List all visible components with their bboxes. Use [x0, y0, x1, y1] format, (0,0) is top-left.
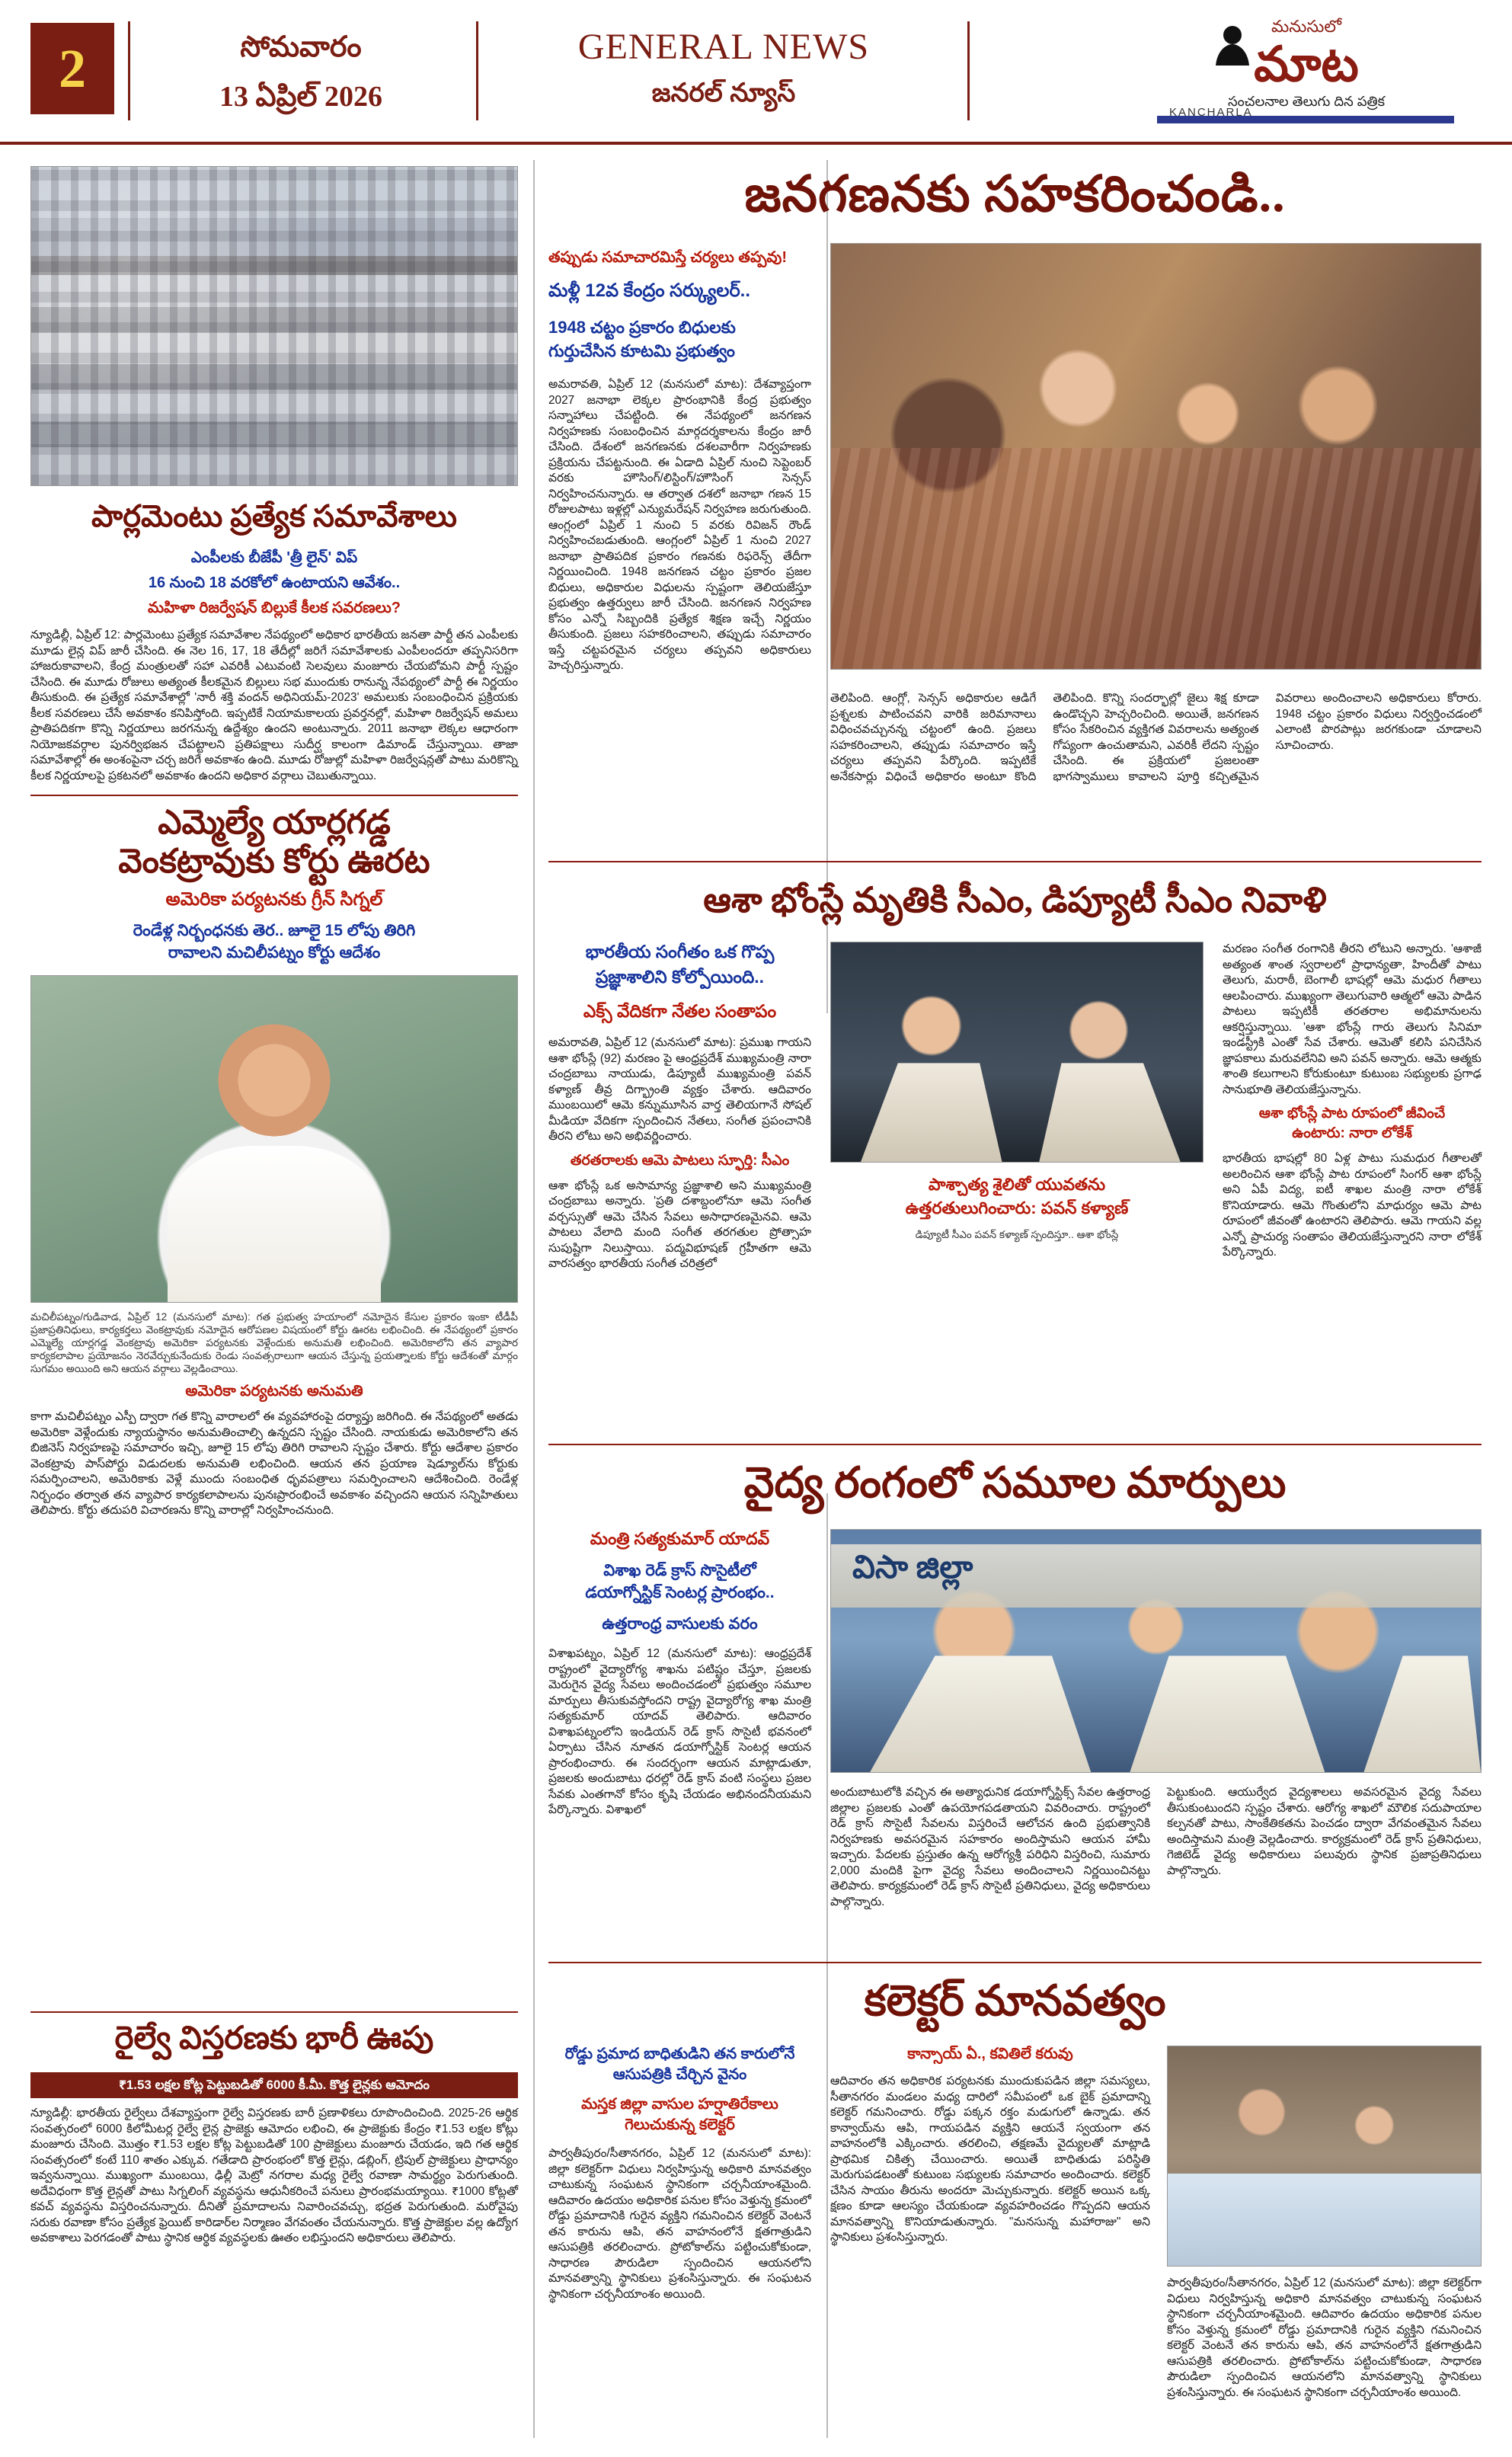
- census-kicker-3-line2: గుర్తుచేసిన కూటమి ప్రభుత్వం: [548, 341, 735, 360]
- logo-subtitle: సంచలనాల తెలుగు దిన పత్రిక: [1228, 94, 1385, 109]
- census-body-right: తెలిపింది. ఆంగ్లో, సెన్సస్ అధికారుల ఆడిగే ప్రశ్నలకు పాటించవని వారికి జరిమానాలు విధించవచ్చునన్న చట్టంలో ఉంది. ప్రజలు సహకరించాలని, తప్పుడు సమాచారం ఇస్తే చర్యలు తప్పవని పేర్కొంది. ఇప్పటికే అనేకసార్లు విధించే అధికారం అంటూ కొంది తెలిపింది. కొన్ని సందర్భాల్లో జైలు శిక్ష కూడా ఉండొచ్చని హెచ్చరించింది. అయితే, జనగణన కోసం సేకరించిన వ్యక్తిగత వివరాలను అత్యంత గోప్యంగా ఉంచుతామని, ఎవరికీ లేదని స్పష్టం చేసింది. ఈ ప్రక్రియలో ప్రజలంతా భాగస్వాములు కావాలని పూర్తి కచ్చితమైన వివరాలు అందించాలని అధికారులు కోరారు. 1948 చట్టం ప్రకారం విధులు నిర్వర్తించడంలో ఎలాంటి పొరపాట్లు జరగకుండా చూడాలని సూచించారు.: [830, 692, 1482, 783]
- divider-2: [30, 2011, 518, 2013]
- divider-5: [548, 1962, 1482, 1963]
- railway-headline: రైల్వే విస్తరణకు భారీ ఊపు: [114, 2021, 434, 2056]
- collector-caption-head: కాన్సాయ్ ఏ., కవితిలే కరువు: [907, 2046, 1073, 2062]
- day-of-week: సోమవారం: [240, 31, 362, 63]
- census-kicker-3-line1: 1948 చట్టం ప్రకారం బిధులకు: [548, 318, 736, 337]
- asha-body-mid: ఆశా భోంస్లే ఒక అసామాన్య ప్రజ్ఞాశాలి అని ముఖ్యమంత్రి చంద్రబాబు అన్నారు. 'ప్రతి దశాబ్దంలోనూ ఆమె సంగీత వర్చస్సుతో ఆమె చేసిన సేవలు అసాధారణమైనవి. ఆమె పాటలు వేలాది మంది సంగీత తరగతుల ప్రోత్సాహ సుపుష్టిగా నిలుస్తాయి. పద్మవిభూషణ్ గ్రహీతగా ఆమె వారసత్వం భారతీయ సంగీత చరిత్రలో: [548, 1179, 811, 1270]
- medical-body-right2-text: పెట్టుకుంది. ఆయుర్వేద వైద్యశాలలు అవసరమైన వైద్య సేవలు తీసుకుంటుందని స్పష్టం చేశారు. ఆరోగ్య శాఖలో మౌలిక సదుపాయాల కల్పనతో పాటు, సాంకేతికతను పెంచడం ద్వారా వేగవంతమైన సేవలు అందిస్తామని మంత్రి వెల్లడించారు. కార్యక్రమంలో రెడ్ క్రాస్ ప్రతినిధులు, గెజిటెడ్ వైద్య అధికారులు పలువురు స్థానిక ప్రజాప్రతినిధులు పాల్గొన్నారు.: [1167, 1786, 1482, 1877]
- asha-left: [548, 942, 811, 1272]
- collector-body-mid: ఆదివారం తన అధికారిక పర్యటనకు ముందుకుపడిన జిల్లా సమస్యలు, సీతానగరం మండలం మధ్య దారిలో సమీపంలో ఒక బైక్ ప్రమాదాన్ని కలెక్టర్ గమనించారు. రోడ్డు పక్కన రక్తం మడుగులో ఉన్నాడు. తన కాన్వాయ్‌ను ఆపి, గాయపడిన వ్యక్తిని ఆయనే స్వయంగా తన వాహనంలోకి ఎక్కించారు. తరలించి, తక్షణమే వైద్యులతో మాట్లాడి ప్రాథమిక చికిత్స చేయించారు. అయితే బాధితుడు పరిస్థితి మెరుగుపడటంతో కుటుంబ సభ్యులకు సమాచారం అందించారు. కలెక్టర్ చేసిన సాయం తీరును అందరూ మెచ్చుకున్నారు. కలెక్టర్ అయిన ఒక్క క్షణం కూడా ఆలస్యం చేయకుండా వ్యవహరించడం గొప్పదని ఆయన మానవత్వాన్ని కొనియాడుతున్నారు. "మనసున్న మహారాజు" అని స్థానికులు ప్రశంసిస్తున్నారు.: [830, 2075, 1150, 2244]
- medical-kicker-1-line1: విశాఖ రెడ్ క్రాస్ సొసైటీలో: [603, 1562, 756, 1579]
- collector-headline: కలెక్టర్ మానవత్వం: [864, 1978, 1166, 2025]
- asha-tail-head-line2: ఉంటారు: నారా లోకేశ్: [1292, 1125, 1412, 1141]
- newspaper-logo: [1139, 17, 1474, 123]
- asha-photo-caption: డిప్యూటీ సీఎం పవన్ కళ్యాణ్ స్పందిస్తూ.. ఆశా భోంస్లే: [915, 1229, 1119, 1240]
- medical-kicker-2: ఉత్తరాంధ్ర వాసులకు వరం: [602, 1615, 758, 1633]
- asha-body-tail: భారతీయ భాషల్లో 80 ఏళ్ల పాటు సుమధుర గీతాలతో అలరించిన ఆశా భోంస్లే పాట రూపంలో సింగర్ ఆశా భోంస్లే అని ఏపీ విద్య, ఐటీ శాఖల మంత్రి నారా లోకేశ్ కొనియాడారు. ఆమె గొంతులోని మాధుర్యం ఆమె పాట రూపంలో జీవంతో ఉంటారని తెలిపారు. ఆమె గాయని వల్ల ఎన్నో ప్రాచుర్య సంతాపం తెలియజేస్తున్నారని నారా లోకేశ్ పేర్కొన్నారు.: [1223, 1152, 1482, 1259]
- collector-middle: [830, 2046, 1150, 2246]
- collector-helping-accident-victim-photo: [1167, 2046, 1482, 2267]
- logo-badge: KANCHARLA: [1169, 106, 1253, 119]
- asha-body-left: అమరావతి, ఏప్రిల్ 12 (మనసులో మాట): ప్రముఖ గాయని ఆశా భోంస్లే (92) మరణం పై ఆంధ్రప్రదేశ్ ముఖ్యమంత్రి నారా చంద్రబాబు నాయుడు, డిప్యూటీ ముఖ్యమంత్రి పవన్ కళ్యాణ్ తీవ్ర దిగ్భ్రాంతి వ్యక్తం చేశారు. ఆదివారం ముంబయిలో ఆమె కన్నుమూసిన వార్త తెలియగానే సోషల్ మీడియా వేదికగా స్పందించిన నేతలు, సంగీత ప్రపంచానికి తీరని లోటు అని అభివర్ణించారు.: [548, 1036, 811, 1143]
- asha-body-right: మరణం సంగీత రంగానికి తీరని లోటుని అన్నారు. 'ఆశాజీ అత్యంత శాంత స్వరాలలో ప్రాధాన్యతా, హిందీతో పాటు తెలుగు, మరాఠీ, బెంగాలీ భాషల్లో ఆమె మధుర గీతాలు ఆలపించారు. ముఖ్యంగా తెలుగువారి ఆత్మలో ఆమె పాడిన పాటలు ఇప్పటికీ తరతరాల అభిమానులను ఆకర్షిస్తున్నాయి. 'ఆశా భోంస్లే గారు తెలుగు సినిమా ఇండస్ట్రీకి ఎంతో సేవ చేశారు. ఆమెతో కలిసి పనిచేసిన జ్ఞాపకాలు మరువలేనివి అని పవన్ అన్నారు. ఆమె ఆత్మకు శాంతి కలుగాలని కోరుకుంటూ కుటుంబ సభ్యులకు ప్రగాఢ సానుభూతి తెలియజేస్తున్నాను.: [1223, 942, 1482, 1096]
- column-rule-1: [533, 160, 535, 2438]
- census-kicker-2: మళ్లీ 12వ కేంద్రం సర్క్యులర్..: [548, 280, 751, 301]
- column-4: [548, 1459, 1482, 1908]
- medical-left: [548, 1529, 811, 1819]
- collector-kicker-2-line1: మస్తక జిల్లా వాసుల హర్షాతిరేకాలు: [581, 2096, 778, 2113]
- cm-deputy-cm-condolence-photo: [830, 942, 1204, 1163]
- parliament-sub-3: మహిళా రిజర్వేషన్ బిల్లుకే కీలక సవరణలు?: [147, 600, 401, 616]
- collector-kicker-1-line1: రోడ్డు ప్రమాద బాధితుడిని తన కారులోనే: [564, 2046, 795, 2062]
- mla-headline-line1: ఎమ్మెల్యే యార్లగడ్డ: [158, 804, 391, 841]
- collector-kicker-1-line2: ఆసుపత్రికి చేర్చిన వైనం: [612, 2066, 747, 2083]
- parliament-headline: పార్లమెంటు ప్రత్యేక సమావేశాలు: [91, 499, 457, 533]
- asha-headline: ఆశా భోంస్లే మృతికి సీఎం, డిప్యూటీ సీఎం నివాళి: [703, 881, 1327, 920]
- photo-overlay-text: విసా జిల్లా: [852, 1550, 973, 1585]
- asha-caption-red-line1: పాశ్చాత్య శైలితో యువతను: [928, 1175, 1106, 1194]
- section-title-en: GENERAL NEWS: [577, 27, 870, 67]
- masthead-divider-2: [476, 21, 478, 120]
- masthead-divider-3: [967, 21, 970, 120]
- section-title: [487, 26, 960, 114]
- column-3: [548, 880, 1482, 1270]
- parliament-sub-1: ఎంపీలకు బీజేపీ 'త్రీ లైన్' విప్: [190, 549, 358, 566]
- mla-sub-2-line2: రావాలని మచిలీపట్నం కోర్టు ఆదేశం: [168, 944, 381, 961]
- parliament-body: న్యూడిల్లీ, ఏప్రిల్ 12: పార్లమెంటు ప్రత్యేక సమావేశాల నేపథ్యంలో అధికార భారతీయ జనతా పార్టీ తన ఎంపీలకు మూడు లైన్ల విప్ జారీ చేసింది. ఈ నెల 16, 17, 18 తేదీల్లో జరిగే సమావేశాలకు ఎంపీలందరూ తప్పనిసరిగా హాజరుకావాలని, కేంద్ర మంత్రులతో సహా ఎవరికీ ఎటువంటి సెలవులు మంజూరు చేయబోమని పార్టీ స్పష్టం చేసింది. ఈ మూడు రోజులు అత్యంత కీలకమైన బిల్లులు సభ ముందుకు రానున్న నేపథ్యంలో పార్టీ ఈ నిర్ణయం తీసుకుంది. ఈ ప్రత్యేక సమావేశాల్లో 'నారీ శక్తి వందన్ అధినియమ్-2023' అమలుకు సంబంధించిన ప్రక్రియకు కీలక సవరణలు చేసే అవకాశం కనిపిస్తోంది. ఇప్పటికే నియామకాలయ ప్రవర్తనల్లో, మహిళా రిజర్వేషన్ అమలు ప్రాతిపదికగా కొన్ని నిర్ణయాలు జరగనున్న ఉద్దేశ్యం ఉందని అంటున్నారు. 2011 జనాభా లెక్కల ఆధారంగా నియోజకవర్గాల పునర్విభజన చేపట్టాలని ప్రతిపక్షాలు సుదీర్ఘ కాలంగా డిమాండ్ చేస్తున్నాయి. తాజా సమావేశాల్లో ఈ అంశంపైనా చర్చ జరిగే అవకాశం ఉంది. మూడు రోజుల్లో మహిళా రిజర్వేషన్లతో పాటు మరికొన్ని కీలక నిర్ణయాలపై ప్రకటనలో అవకాశం ఉందని అధికార వర్గాలు చెబుతున్నాయి.: [30, 629, 518, 782]
- mla-yarlagadda-venkatrao-photo: [30, 975, 518, 1303]
- asha-caption-red-line2: ఉత్తరతులుగించారు: పవన్ కళ్యాణ్: [905, 1198, 1129, 1217]
- mla-sub-3: అమెరికా పర్యటనకు అనుమతి: [185, 1383, 363, 1400]
- mla-sub-1: అమెరికా పర్యటనకు గ్రీన్ సిగ్నల్: [165, 889, 383, 910]
- asha-mid-head: తరతరాలకు ఆమె పాటలు స్ఫూర్తి: సీఎం: [570, 1152, 790, 1169]
- asha-right: [1223, 942, 1482, 1261]
- collector-body-right: పార్వతీపురం/సీతానగరం, ఏప్రిల్ 12 (మనసులో మాట): జిల్లా కలెక్టర్‌గా విధులు నిర్వహిస్తున్న అధికారి మానవత్వం చాటుకున్న సంఘటన స్థానికంగా చర్చనీయాంశమైంది. ఆదివారం ఉదయం అధికారిక పనుల కోసం వెళ్తున్న క్రమంలో రోడ్డు ప్రమాదానికి గురైన వ్యక్తిని గమనించిన కలెక్టర్ వెంటనే తన కారును ఆపి, తన వాహనంలోనే క్షతగాత్రుడిని ఆసుపత్రికి తరలించారు. ప్రోటోకాల్‌ను పట్టించుకోకుండా, సాధారణ పౌరుడిలా స్పందించిన ఆయనలోని మానవత్వాన్ని స్థానికులు ప్రశంసిస్తున్నారు. ఈ సంఘటన స్థానికంగా చర్చనీయాంశం అయింది.: [1167, 2276, 1482, 2399]
- asha-kicker-1-line1: భారతీయ సంగీతం ఒక గొప్ప: [585, 942, 775, 961]
- collector-body-left: పార్వతీపురం/సీతానగరం, ఏప్రిల్ 12 (మనసులో మాట): జిల్లా కలెక్టర్‌గా విధులు నిర్వహిస్తున్న అధికారి మానవత్వం చాటుకున్న సంఘటన స్థానికంగా చర్చనీయాంశమైంది. ఆదివారం ఉదయం అధికారిక పనుల కోసం వెళ్తున్న క్రమంలో రోడ్డు ప్రమాదానికి గురైన వ్యక్తిని గమనించిన కలెక్టర్ వెంటనే తన కారును ఆపి, తన వాహనంలోనే క్షతగాత్రుడిని ఆసుపత్రికి తరలించారు. ప్రోటోకాల్‌ను పట్టించుకోకుండా, సాధారణ పౌరుడిలా స్పందించిన ఆయనలోని మానవత్వాన్ని స్థానికులు ప్రశంసిస్తున్నారు. ఈ సంఘటన స్థానికంగా చర్చనీయాంశం అయింది.: [548, 2147, 811, 2301]
- column-1: [30, 166, 518, 1519]
- medical-kicker-0: మంత్రి సత్యకుమార్ యాదవ్: [590, 1529, 770, 1548]
- medical-kicker-1-line2: డయాగ్నోస్టిక్ సెంటర్ల ప్రారంభం..: [585, 1584, 775, 1601]
- medical-body-right-2: [1167, 1785, 1482, 1879]
- divider-4: [548, 1444, 1482, 1445]
- census-kickers: [548, 249, 811, 674]
- masthead: [0, 0, 1512, 145]
- census-body-left: అమరావతి, ఏప్రిల్ 12 (మనసులో మాట): దేశవ్యాప్తంగా 2027 జనాభా లెక్కల ప్రారంభానికి కేంద్ర ప్రభుత్వం సన్నాహాలు చేపట్టింది. ఈ నేపథ్యంలో జనగణన నిర్వహణకు సంబంధించిన మార్గదర్శకాలను కేంద్రం జారీ చేసింది. దేశంలో జనగణనకు దశలవారీగా నిర్వహణకు ప్రక్రియను చేపట్టనుంది. ఈ ఏడాది ఏప్రిల్ నుంచి సెప్టెంబర్ వరకు హౌసింగ్/లిస్టింగ్/హౌసింగ్ సెన్సస్ నిర్వహించనున్నారు. ఆ తర్వాత దశలో జనాభా గణన 15 రోజులపాటు ఇళ్లల్లో ఎన్యుమరేషన్ నిర్వహణ జరుగుతుంది. ఆంగ్లంలో ఏప్రిల్ 1 నుంచి 5 వరకు రివిజన్ రౌండ్ నిర్వహించబడుతుంది. ఆంగ్లంలో ఏప్రిల్ 1 నుంచి 2027 జనాభా ప్రాతిపదిక ప్రకారం గణనకు రిఫరెన్స్ తేదీగా నిర్ణయించింది. 1948 జనగణన చట్టం ప్రకారం ప్రజల బిధులు, అధికారుల విధులను స్పష్టంగా తెలియజేస్తూ ప్రభుత్వం ఉత్తర్వులు జారీ చేసింది. జనగణన నిర్వహణ కోసం ఎన్నో సిబ్బందికి ప్రత్యేక శిక్షణ ఇచ్చే నిర్ణయం తీసుకుంది. ప్రజలు సహకరించాలని, తప్పుడు సమాచారం ఇస్తే చట్టపరమైన చర్యలు తప్పవని అధికారులు హెచ్చరిస్తున్నారు.: [548, 378, 811, 672]
- collector-kicker-2-line2: గెలుచుకున్న కలెక్టర్: [625, 2116, 735, 2133]
- page-number: 2: [30, 23, 114, 114]
- date-text: 13 ఏప్రిల్ 2026: [219, 81, 382, 113]
- column-4-bottom: [548, 1977, 1482, 2399]
- enumerators-with-women-photo: [830, 243, 1482, 670]
- mla-photo-caption: మచిలీపట్నం/గుడివాడ, ఏప్రిల్ 12 (మనసులో మాట): గత ప్రభుత్వ హయాంలో నమోదైన కేసుల ప్రకారం ఇంకా టీడీపీ ప్రజాప్రతినిధులు, కార్యకర్తలు వెంకట్రావుకు నమోదైన ఆరోపణల విషయంలో కోర్టు ఊరట లభించింది. ఈ నేపథ్యంలో ప్రకారం ఎమ్మెల్యే యార్లగడ్డ వెంకట్రావు అమెరికా పర్యటనకు వెళ్లేందుకు అనుమతి లభించింది. అమెరికాలోని తన వ్యాపార కార్యకలాపాల ప్రయోజనం నెరవేర్చుకునేందుకు రెండు సంవత్సరాలుగా ఆయన చేస్తున్న ప్రయత్నాలకు కోర్టు ఆదేశంతో మార్గం సుగమం అయింది అని ఆయన వర్గాలు వెల్లడించాయి.: [30, 1311, 518, 1374]
- divider-3: [548, 861, 1482, 862]
- census-headline: జనగణనకు సహకరించండి..: [744, 167, 1286, 222]
- visakha-district-press-meet-photo: [830, 1529, 1482, 1773]
- railway-price-bar: ₹1.53 లక్షల కోట్ల పెట్టుబడితో 6000 కీ.మీ. కొత్త లైన్లకు ఆమోదం: [30, 2072, 518, 2098]
- logo-face-icon: [1211, 21, 1254, 67]
- section-title-te: జనరల్ న్యూస్: [651, 78, 796, 107]
- asha-kicker-2: ఎక్స్ వేదికగా నేతల సంతాపం: [583, 1001, 777, 1021]
- mla-body: కాగా మచిలీపట్నం ఎస్పీ ద్వారా గత కొన్ని వారాలలో ఈ వ్యవహారంపై దర్యాప్తు జరిగింది. ఈ నేపథ్యంలో అతడు అమెరికా వెళ్లేందుకు న్యాయస్థానం అనుమతించాల్సి ఉన్నదని స్పష్టం చేసింది. నాయకుడు అమెరికాలోని తన బిజినెస్ నిర్వహణపై సమాచారం ఇచ్చి, జూలై 15 లోపు తిరిగి రావాలని స్పష్టం చేశారు. కోర్టు ఆదేశాల ప్రకారం వెంకట్రావు పాస్‌పోర్టు విడుదలకు అనుమతి లభించింది. ఆయన తన ప్రయాణ షెడ్యూల్‌ను కోర్టుకు సమర్పించాలని, అమెరికాకు వెళ్లే ముందు సంబంధిత ధృవపత్రాలు సమర్పించాలని ఆదేశించింది. రెండేళ్ల నిర్బంధం తర్వాత తన వ్యాపార కార్యకలాపాలను పునఃప్రారంభించే అవకాశం వచ్చిందని ఆయన సన్నిహితులు తెలిపారు. కోర్టు తదుపరి విచారణను కొన్ని వారాల్లో నిర్వహించనుంది.: [30, 1410, 518, 1517]
- asha-tail-head-line1: ఆశా భోంస్లే పాట రూపంలో జీవించే: [1258, 1105, 1446, 1121]
- parliament-sub-2: 16 నుంచి 18 వరకోలో ఉంటాయని ఆవేశం..: [148, 574, 401, 591]
- mla-sub-2-line1: రెండేళ్ల నిర్బంధనకు తెర.. జూలై 15 లోపు తిరిగి: [133, 922, 416, 939]
- medical-headline: వైద్య రంగంలో సమూల మార్పులు: [743, 1460, 1287, 1507]
- masthead-date: [137, 30, 465, 120]
- column-1-bottom: [30, 2004, 518, 2247]
- masthead-divider-1: [128, 21, 130, 120]
- mla-headline-line2: వెంకట్రావుకు కోర్టు ఊరట: [118, 843, 430, 880]
- parliament-session-photo: [30, 166, 518, 486]
- medical-body-right-text: అందుబాటులోకి వచ్చిన ఈ అత్యాధునిక డయాగ్నోస్టిక్స్ సేవల ఉత్తరాంధ్ర జిల్లాల ప్రజలకు ఎంతో ఉపయోగపడతాయని వివరించారు. రాష్ట్రంలో రెడ్ క్రాస్ సొసైటీ సేవలను విస్తరించే ఆలోచన ఉంది ప్రభుత్వానికి నిర్వహణకు అవసరమైన సహకారం అందిస్తామని ఆయన హామీ ఇచ్చారు. పేదలకు ప్రస్తుతం ఉన్న ఆరోగ్యశ్రీ పరిధిని విస్తరించి, సుమారు 2,000 మందికి పైగా వైద్య సేవలు అందించాలని నిర్ణయించినట్టు తెలిపారు. కార్యక్రమంలో రెడ్ క్రాస్ సొసైటీ ప్రతినిధులు, వైద్య అధికారులు పాల్గొన్నారు.: [830, 1786, 1150, 1908]
- asha-photo-caption-block: [830, 1170, 1204, 1241]
- railway-body: న్యూడిల్లీ: భారతీయ రైల్వేలు దేశవ్యాప్తంగా రైల్వే విస్తరణకు బారీ ప్రణాళికలు రూపొందించింది. 2025-26 ఆర్థిక సంవత్సరంలో 6000 కిలోమీటర్ల రైల్వే లైన్ల ప్రాజెక్టు ఆమోదం లభించి, ఈ ప్రాజెక్టుకు కేంద్రం ₹1.53 లక్షల కోట్లు మంజూరు చేసింది. మొత్తం ₹1.53 లక్షల కోట్ల పెట్టుబడితో 100 ప్రాజెక్టులు మంజూరు చేయడం, ఇది గత ఆర్థిక సంవత్సరంలో కంటే 110 శాతం ఎక్కువ. గతేడాది ప్రారంభంలో కొత్త లైన్లు, డబ్లింగ్, ట్రిపుల్ ప్రాజెక్టులు ప్రాధాన్యం ఇవ్వనున్నాయి. ముఖ్యంగా ముంబయి, ఢిల్లీ మెట్రో నగరాల మధ్య రైల్వే రవాణా సామర్థ్యం పెరుగుతుంది. అదేవిధంగా కొత్త లైన్లతో పాటు సిగ్నలింగ్ వ్యవస్థను ఆధునీకరించే పనులు ప్రారంభమయ్యాయి. ₹1000 కోట్లతో కవచ్ వ్యవస్థను విస్తరించనున్నారు. దీనితో ప్రమాదాలను నివారించవచ్చు, భద్రత పెరుగుతుంది. మరోవైపు సరుకు రవాణా కోసం ప్రత్యేక ఫ్రెయిట్ కారిడార్‌ల నిర్మాణం వేగవంతం చేయనున్నారు. కొత్త ప్రాజెక్టుల వల్ల ఉద్యోగ అవకాశాలు పెరగడంతో పాటు స్థానిక ఆర్థిక వ్యవస్థలకు ఊతం లభిస్తుందని అధికారులు తెలిపారు.: [30, 2107, 518, 2244]
- divider-1: [30, 795, 518, 796]
- medical-body-left: విశాఖపట్నం, ఏప్రిల్ 12 (మనసులో మాట): ఆంధ్రప్రదేశ్ రాష్ట్రంలో వైద్యారోగ్య శాఖను పటిష్టం చేస్తూ, ప్రజలకు మెరుగైన వైద్య సేవలు అందించడంలో ప్రభుత్వం సమూల మార్పులు తీసుకువస్తోందని రాష్ట్ర వైద్యారోగ్య శాఖ మంత్రి సత్యకుమార్ యాదవ్ తెలిపారు. ఆదివారం విశాఖపట్నంలోని ఇండియన్ రెడ్ క్రాస్ సొసైటీ భవనంలో ఏర్పాటు చేసిన నూతన డయాగ్నోస్టిక్ సెంటర్ల ఆయన ప్రారంభించారు. ఈ సందర్భంగా ఆయన మాట్లాడుతూ, ప్రజలకు అందుబాటు ధరల్లో రెడ్ క్రాస్ వంటి సంస్థలు ప్రజల సేవకు ఎంతగానో కోసం కృషి చేయడం అభినందనీయమని పేర్కొన్నారు. విశాఖలో: [548, 1647, 811, 1816]
- census-kicker-1: తప్పుడు సమాచారమిస్తే చర్యలు తప్పవు!: [548, 249, 788, 266]
- asha-kicker-1-line2: ప్రజ్ఞాశాలిని కోల్పోయింది..: [595, 967, 765, 987]
- logo-main-text: మాట: [1254, 37, 1359, 91]
- logo-top-text: మనుసులో: [1271, 17, 1342, 36]
- medical-body-right-1: [830, 1785, 1150, 1910]
- collector-kickers: [548, 2046, 811, 2302]
- column-rule-3: [826, 1493, 828, 2438]
- column-2: [548, 166, 1482, 785]
- collector-right-text: [1167, 2276, 1482, 2401]
